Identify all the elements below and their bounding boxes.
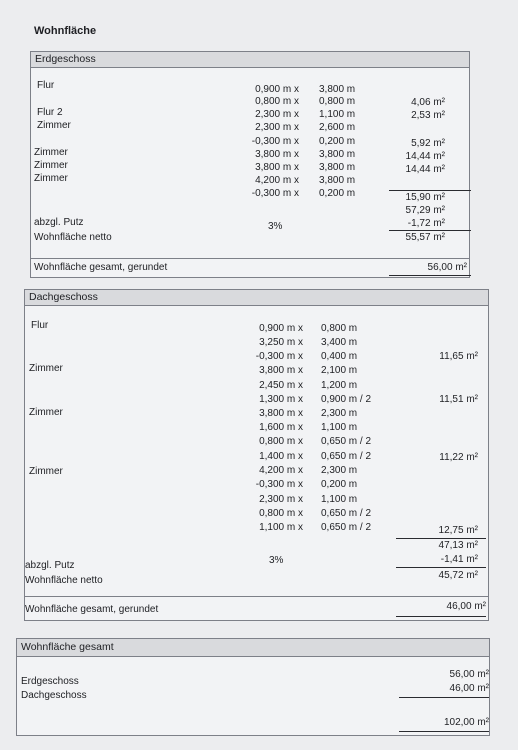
dg-sum-rule-2 — [396, 567, 486, 568]
eg-result-zimmer4: 14,44 m² — [405, 164, 445, 175]
gesamt-label-dachgeschoss: Dachgeschoss — [21, 690, 87, 701]
eg-dim-b-9: 0,200 m — [319, 188, 356, 199]
eg-label-total: Wohnfläche gesamt, gerundet — [34, 262, 168, 273]
eg-dim-a-7: 3,800 m x — [255, 162, 299, 173]
dg-result-flur: 11,65 m² — [439, 351, 478, 362]
dg-dim-b-1: 0,800 m — [321, 323, 358, 334]
eg-result-last: 15,90 m² — [405, 192, 445, 203]
eg-sum-rule-2 — [389, 230, 471, 231]
gesamt-total-underline — [399, 731, 489, 732]
eg-dim-a-6: 3,800 m x — [255, 149, 299, 160]
eg-total-row — [31, 258, 469, 259]
dg-dim-a-1: 0,900 m x — [259, 323, 303, 334]
dg-result-netto: 45,72 m² — [438, 570, 478, 581]
dg-dim-b-3: 0,400 m — [321, 351, 358, 362]
eg-result-zimmer1: 2,53 m² — [411, 110, 445, 121]
dg-dim-b-5: 1,200 m — [321, 380, 358, 391]
dg-label-zimmer-1: Zimmer — [29, 363, 63, 374]
dg-dim-a-14: 0,800 m x — [259, 508, 303, 519]
eg-total-underline — [389, 275, 471, 276]
eg-dim-b-1: 3,800 m — [319, 84, 356, 95]
dg-label-zimmer-3: Zimmer — [29, 466, 63, 477]
dg-result-zimmer2: 11,22 m² — [439, 452, 478, 463]
eg-label-flur2: Flur 2 — [37, 107, 63, 118]
eg-label-flur: Flur — [37, 80, 55, 91]
eg-result-subtotal: 57,29 m² — [405, 205, 445, 216]
eg-total-value: 56,00 m² — [427, 262, 467, 273]
dg-dim-a-9: 0,800 m x — [259, 436, 303, 447]
eg-label-zimmer-3: Zimmer — [34, 160, 68, 171]
document-title: Wohnfläche — [34, 25, 97, 37]
dg-total-row — [25, 596, 488, 597]
eg-result-flur2: 4,06 m² — [411, 97, 445, 108]
eg-label-zimmer-4: Zimmer — [34, 173, 68, 184]
eg-putz-percent: 3% — [268, 221, 283, 232]
eg-sum-rule-1 — [389, 190, 471, 191]
dg-dim-a-8: 1,600 m x — [259, 422, 303, 433]
dg-sum-rule-1 — [396, 538, 486, 539]
eg-label-netto: Wohnfläche netto — [34, 232, 112, 243]
dg-label-total: Wohnfläche gesamt, gerundet — [25, 604, 159, 615]
eg-dim-a-2: 0,800 m x — [255, 96, 299, 107]
dg-label-zimmer-2: Zimmer — [29, 407, 63, 418]
dg-dim-b-9: 0,650 m / 2 — [321, 436, 372, 447]
gesamt-value-dachgeschoss: 46,00 m² — [449, 683, 489, 694]
eg-dim-b-3: 1,100 m — [319, 109, 356, 120]
eg-result-zimmer2: 5,92 m² — [411, 138, 445, 149]
eg-dim-a-5: -0,300 m x — [251, 136, 299, 147]
dg-dim-b-13: 1,100 m — [321, 494, 358, 505]
dg-dim-a-13: 2,300 m x — [259, 494, 303, 505]
eg-dim-a-8: 4,200 m x — [255, 175, 299, 186]
dg-result-subtotal: 47,13 m² — [438, 540, 478, 551]
dg-dim-b-2: 3,400 m — [321, 337, 358, 348]
eg-result-netto: 55,57 m² — [405, 232, 445, 243]
dg-dim-b-4: 2,100 m — [321, 365, 358, 376]
dg-result-zimmer1: 11,51 m² — [439, 394, 478, 405]
eg-dim-b-5: 0,200 m — [319, 136, 356, 147]
dg-label-netto: Wohnfläche netto — [25, 575, 103, 586]
dg-total-underline — [396, 616, 486, 617]
dg-dim-a-15: 1,100 m x — [259, 522, 303, 533]
eg-dim-b-6: 3,800 m — [319, 149, 356, 160]
dg-dim-b-12: 0,200 m — [321, 479, 358, 490]
eg-dim-a-9: -0,300 m x — [251, 188, 299, 199]
gesamt-header: Wohnfläche gesamt — [17, 639, 489, 657]
dg-dim-a-5: 2,450 m x — [259, 380, 303, 391]
dg-total-value: 46,00 m² — [446, 601, 486, 612]
dg-dim-a-3: -0,300 m x — [255, 351, 303, 362]
dg-dim-a-12: -0,300 m x — [255, 479, 303, 490]
eg-dim-b-2: 0,800 m — [319, 96, 356, 107]
dg-dim-b-7: 2,300 m — [321, 408, 358, 419]
dg-dim-b-14: 0,650 m / 2 — [321, 508, 372, 519]
gesamt-total-value: 102,00 m² — [443, 717, 489, 728]
dg-dim-b-11: 2,300 m — [321, 465, 358, 476]
dg-dim-a-6: 1,300 m x — [259, 394, 303, 405]
gesamt-label-erdgeschoss: Erdgeschoss — [21, 676, 79, 687]
dg-dim-a-2: 3,250 m x — [259, 337, 303, 348]
eg-dim-b-7: 3,800 m — [319, 162, 356, 173]
dachgeschoss-section — [24, 289, 489, 621]
dg-label-flur: Flur — [31, 320, 49, 331]
dg-dim-b-15: 0,650 m / 2 — [321, 522, 372, 533]
erdgeschoss-header: Erdgeschoss — [31, 52, 469, 68]
dachgeschoss-header: Dachgeschoss — [25, 290, 488, 306]
eg-label-zimmer-1: Zimmer — [37, 120, 71, 131]
gesamt-section — [16, 638, 490, 736]
gesamt-sum-rule — [399, 697, 489, 698]
erdgeschoss-section — [30, 51, 470, 278]
dg-dim-b-6: 0,900 m / 2 — [321, 394, 372, 405]
dg-dim-a-11: 4,200 m x — [259, 465, 303, 476]
eg-dim-a-4: 2,300 m x — [255, 122, 299, 133]
dg-result-putz: -1,41 m² — [440, 554, 478, 565]
eg-result-putz: -1,72 m² — [407, 218, 445, 229]
eg-dim-a-1: 0,900 m x — [255, 84, 299, 95]
dg-result-zimmer3: 12,75 m² — [438, 525, 478, 536]
eg-result-zimmer3: 14,44 m² — [405, 151, 445, 162]
eg-label-putz: abzgl. Putz — [34, 217, 84, 228]
eg-dim-b-8: 3,800 m — [319, 175, 356, 186]
dg-dim-a-7: 3,800 m x — [259, 408, 303, 419]
dg-dim-b-8: 1,100 m — [321, 422, 358, 433]
dg-dim-a-10: 1,400 m x — [259, 451, 303, 462]
gesamt-value-erdgeschoss: 56,00 m² — [449, 669, 489, 680]
eg-dim-a-3: 2,300 m x — [255, 109, 299, 120]
eg-dim-b-4: 2,600 m — [319, 122, 356, 133]
eg-label-zimmer-2: Zimmer — [34, 147, 68, 158]
dg-label-putz: abzgl. Putz — [25, 560, 75, 571]
dg-putz-percent: 3% — [269, 555, 284, 566]
dg-dim-a-4: 3,800 m x — [259, 365, 303, 376]
dg-dim-b-10: 0,650 m / 2 — [321, 451, 372, 462]
